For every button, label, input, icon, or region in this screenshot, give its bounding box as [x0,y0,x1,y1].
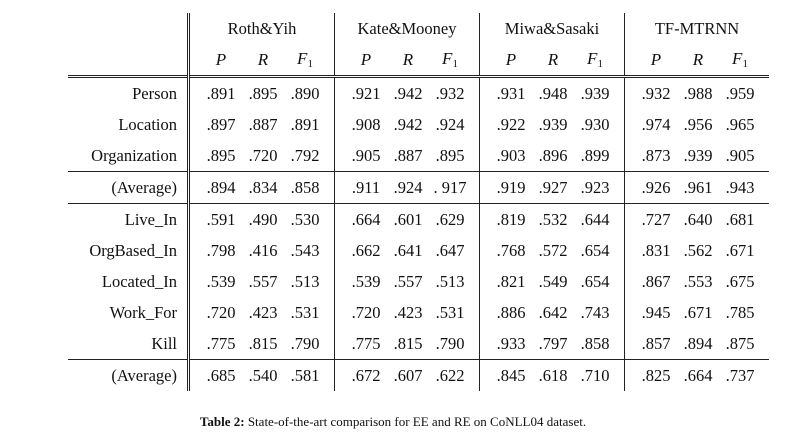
metric-header [677,44,719,77]
score-cell: .797 [538,333,568,353]
metric-symbol: F [587,49,598,68]
score-cell: .672 [335,360,388,392]
score-cell: .965 [725,114,755,134]
score-cell: .543 [290,240,320,260]
score-cell: .922 [480,109,533,140]
score-cell: .891 [189,77,243,110]
metric-subscript: 1 [597,58,603,70]
score-cell: .899 [580,145,610,165]
score-cell: .629 [429,204,480,236]
score-cell: .720 [335,297,388,328]
score-cell: .834 [242,172,284,204]
score-cell: .895 [189,140,243,172]
score-cell: .897 [189,109,243,140]
corner-cell [68,13,189,44]
score-cell: .664 [677,360,719,392]
score-cell: .607 [387,360,429,392]
score-cell: .903 [480,140,533,172]
table-caption [0,414,786,430]
score-cell: .821 [480,266,533,297]
score-cell: .974 [625,109,678,140]
score-cell: . 917 [429,172,480,204]
score-cell: .640 [677,204,719,236]
score-cell: .959 [719,77,769,110]
score-cell: .618 [532,360,574,392]
metric-symbol: P [215,49,227,69]
score-cell: .924 [387,172,429,204]
score-cell: .831 [625,235,678,266]
score-cell: .945 [625,297,678,328]
score-cell: .931 [480,77,533,110]
score-cell: .785 [725,302,755,322]
relation-row [68,204,769,236]
group-header: Miwa&Sasaki [480,13,625,44]
score-cell: .942 [393,114,423,134]
score-cell: .845 [480,360,533,392]
score-cell: .539 [189,266,243,297]
score-cell: .886 [480,297,533,328]
score-cell: .873 [625,140,678,172]
metric-symbol: F [297,49,308,68]
metric-header [532,44,574,77]
score-cell: .654 [580,271,610,291]
score-cell: .642 [538,302,568,322]
score-cell: .825 [625,360,678,392]
score-cell: .710 [574,360,625,392]
score-cell: .815 [248,333,278,353]
score-cell: .622 [429,360,480,392]
metric-symbol: R [257,49,269,69]
score-cell: .513 [435,271,465,291]
score-cell: .956 [683,114,713,134]
score-cell: .601 [387,204,429,236]
score-cell: .591 [189,204,243,236]
relation-row [68,235,769,266]
score-cell: .939 [538,114,568,134]
metric-header-row [68,44,769,77]
score-cell: .647 [435,240,465,260]
score-cell: .857 [625,328,678,360]
score-cell: .662 [335,235,388,266]
score-cell: .875 [725,333,755,353]
row-label: Kill [151,333,177,353]
score-cell: .890 [284,77,335,110]
table-body [68,13,769,391]
score-cell: .815 [393,333,423,353]
score-cell: .895 [435,145,465,165]
score-cell: .894 [189,172,243,204]
score-cell: .572 [538,240,568,260]
metric-symbol: F [442,49,453,68]
metric-subscript: 1 [307,58,313,70]
caption-label: Table 2: [199,414,245,429]
score-cell: .921 [335,77,388,110]
score-cell: .905 [335,140,388,172]
entity-row [68,140,769,172]
score-cell: .943 [719,172,769,204]
metric-symbol: P [505,49,517,69]
metric-header [480,44,533,77]
metric-symbol: R [547,49,559,69]
score-cell: .416 [248,240,278,260]
metric-header [429,44,480,77]
score-cell: .887 [248,114,278,134]
score-cell: .540 [242,360,284,392]
score-cell: .539 [335,266,388,297]
metric-symbol: R [402,49,414,69]
corner-cell [68,44,189,77]
score-cell: .927 [532,172,574,204]
score-cell: .939 [574,77,625,110]
score-cell: .924 [435,114,465,134]
row-label: (Average) [68,360,189,392]
score-cell: .654 [580,240,610,260]
score-cell: .581 [284,360,335,392]
score-cell: .891 [290,114,320,134]
metric-header [335,44,388,77]
metric-symbol: P [650,49,662,69]
score-cell: .685 [189,360,243,392]
entity-row [68,109,769,140]
score-cell: .894 [683,333,713,353]
score-cell: .727 [625,204,678,236]
score-cell: .775 [335,328,388,360]
score-cell: .911 [335,172,388,204]
score-cell: .675 [725,271,755,291]
score-cell: .532 [532,204,574,236]
score-cell: .720 [248,145,278,165]
score-cell: .926 [625,172,678,204]
metric-header [387,44,429,77]
relation-row [68,297,769,328]
row-label: OrgBased_In [89,240,177,260]
row-label: Location [118,114,177,134]
score-cell: .930 [580,114,610,134]
metric-header [242,44,284,77]
score-cell: .961 [677,172,719,204]
score-cell: .790 [290,333,320,353]
score-cell: .896 [538,145,568,165]
group-header: TF-MTRNN [625,13,770,44]
score-cell: .895 [242,77,284,110]
caption-text: State-of-the-art comparison for EE and RE on CoNLL04 dataset. [247,414,587,429]
score-cell: .867 [625,266,678,297]
relation-row [68,266,769,297]
score-cell: .423 [393,302,423,322]
metric-header [284,44,335,77]
score-cell: .933 [480,328,533,360]
score-cell: .720 [189,297,243,328]
score-cell: .887 [393,145,423,165]
score-cell: .919 [480,172,533,204]
score-cell: .531 [290,302,320,322]
row-label: Located_In [101,271,177,291]
entity-average-row [68,172,769,204]
score-cell: .681 [719,204,769,236]
score-cell: .423 [248,302,278,322]
row-label: Work_For [109,302,177,322]
score-cell: .942 [387,77,429,110]
row-label: (Average) [68,172,189,204]
score-cell: .988 [677,77,719,110]
metric-header [574,44,625,77]
score-cell: .792 [290,145,320,165]
group-header: Kate&Mooney [335,13,480,44]
metric-header [189,44,243,77]
score-cell: .562 [683,240,713,260]
score-cell: .671 [725,240,755,260]
metric-symbol: P [360,49,372,69]
score-cell: .939 [683,145,713,165]
score-cell: .932 [625,77,678,110]
metric-symbol: F [732,49,743,68]
score-cell: .531 [435,302,465,322]
relation-average-row [68,360,769,392]
score-cell: .549 [538,271,568,291]
score-cell: .530 [284,204,335,236]
score-cell: .948 [532,77,574,110]
score-cell: .557 [248,271,278,291]
metric-header [625,44,678,77]
score-cell: .644 [574,204,625,236]
score-cell: .798 [189,235,243,266]
score-cell: .553 [683,271,713,291]
score-cell: .819 [480,204,533,236]
score-cell: .790 [435,333,465,353]
group-header-row [68,13,769,44]
score-cell: .671 [683,302,713,322]
score-cell: .641 [393,240,423,260]
score-cell: .557 [393,271,423,291]
group-header: Roth&Yih [189,13,335,44]
relation-row [68,328,769,360]
score-cell: .775 [189,328,243,360]
score-cell: .905 [725,145,755,165]
metric-symbol: R [692,49,704,69]
metric-subscript: 1 [742,58,748,70]
score-cell: .858 [284,172,335,204]
score-cell: .513 [290,271,320,291]
score-cell: .743 [580,302,610,322]
row-label: Live_In [68,204,189,236]
score-cell: .664 [335,204,388,236]
metric-header [719,44,769,77]
score-cell: .858 [580,333,610,353]
row-label: Person [68,77,189,110]
score-cell: .908 [335,109,388,140]
score-cell: .932 [429,77,480,110]
row-label: Organization [91,145,177,165]
entity-row [68,77,769,110]
results-table [68,13,769,391]
score-cell: .768 [480,235,533,266]
score-cell: .923 [574,172,625,204]
score-cell: .490 [242,204,284,236]
metric-subscript: 1 [452,58,458,70]
score-cell: .737 [719,360,769,392]
